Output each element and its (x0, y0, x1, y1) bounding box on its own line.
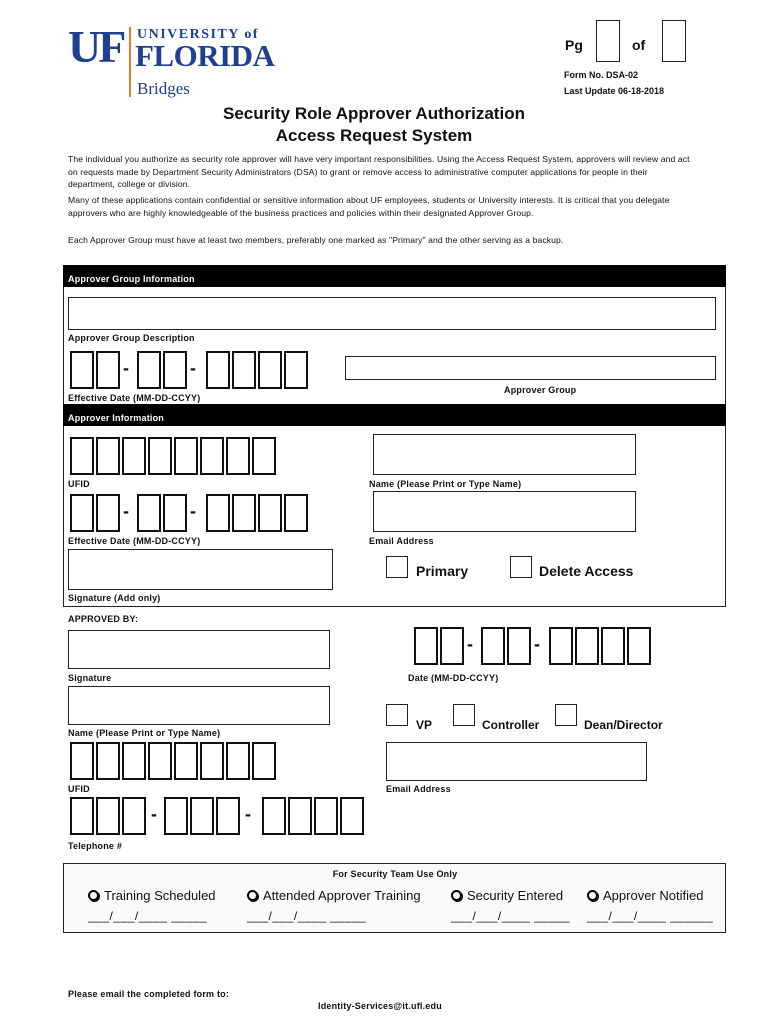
approved-email-input[interactable] (386, 742, 647, 781)
approver-ufid-label: UFID (68, 479, 90, 489)
security-team-heading: For Security Team Use Only (332, 869, 458, 879)
logo-uf: UF (68, 21, 124, 72)
approver-email-input[interactable] (373, 491, 636, 532)
approver-name-label: Name (Please Print or Type Name) (369, 479, 522, 489)
approver-name-input[interactable] (373, 434, 636, 475)
vp-checkbox[interactable] (386, 704, 408, 726)
email-prompt: Please email the completed form to: (68, 989, 230, 999)
approver-group-description-input[interactable] (68, 297, 716, 330)
security-entered-option[interactable]: Security Entered (451, 888, 563, 903)
approver-email-label: Email Address (369, 536, 434, 546)
approved-ufid-label: UFID (68, 784, 90, 794)
controller-label: Controller (482, 718, 540, 732)
logo-bridges: Bridges (137, 79, 190, 98)
page-number-box[interactable] (596, 20, 620, 62)
pg-label: Pg (565, 37, 583, 53)
delete-access-label: Delete Access (539, 563, 634, 579)
approver-group-label: Approver Group (504, 385, 577, 395)
approved-signature-label: Signature (68, 673, 112, 683)
logo-university-of: UNIVERSITY of (137, 27, 260, 42)
approver-notified-blank[interactable]: ___/___/____ ______ (587, 909, 714, 923)
primary-label: Primary (416, 563, 469, 579)
delete-access-checkbox[interactable] (510, 556, 532, 578)
dean-director-checkbox[interactable] (555, 704, 577, 726)
radio-icon (451, 890, 462, 901)
logo-florida: FLORIDA (135, 38, 275, 73)
attended-training-option[interactable]: Attended Approver Training (247, 888, 421, 903)
group-section-header: Approver Group Information (63, 265, 726, 287)
training-scheduled-blank[interactable]: ___/___/____ _____ (88, 909, 208, 923)
approver-notified-option[interactable]: Approver Notified (587, 888, 703, 903)
approver-group-description-label: Approver Group Description (68, 333, 195, 343)
intro-paragraph-1: The individual you authorize as security role approver will have very important responsibilities. Using the Access Request System, approvers will review and act on requests made by Department Security Administrators (DSA) to grant or remove access to administrative computer applications for people in their department, college or division. (68, 154, 690, 189)
primary-checkbox[interactable] (386, 556, 408, 578)
approver-signature-label: Signature (Add only) (68, 593, 161, 603)
page-total-box[interactable] (662, 20, 686, 62)
submission-email[interactable]: Identity-Services@it.ufl.edu (318, 1001, 442, 1011)
radio-icon (88, 890, 99, 901)
page-title-line1: Security Role Approver Authorization (223, 104, 525, 123)
approved-email-label: Email Address (386, 784, 451, 794)
intro-paragraph-2: Many of these applications contain confidential or sensitive information about UF employees, students or University interests. It is critical that you delegate approvers who are highly knowledgeable of the business practices and policies within their designated Approver Group. (68, 195, 670, 218)
dean-director-label: Dean/Director (584, 718, 663, 732)
approver-group-input[interactable] (345, 356, 716, 380)
approved-by-heading: APPROVED BY: (68, 614, 139, 624)
approved-name-input[interactable] (68, 686, 330, 725)
approved-name-label: Name (Please Print or Type Name) (68, 728, 221, 738)
security-entered-blank[interactable]: ___/___/____ _____ (451, 909, 571, 923)
form-number: Form No. DSA-02 (564, 70, 639, 80)
radio-icon (247, 890, 258, 901)
vp-label: VP (416, 718, 433, 732)
approver-effective-date-label: Effective Date (MM-DD-CCYY) (68, 536, 201, 546)
of-label: of (632, 37, 646, 53)
approver-section-header: Approver Information (63, 404, 726, 426)
training-scheduled-option[interactable]: Training Scheduled (88, 888, 216, 903)
last-update: Last Update 06-18-2018 (564, 86, 665, 96)
page-title-line2: Access Request System (275, 126, 473, 145)
logo-divider (129, 27, 131, 97)
approved-date-label: Date (MM-DD-CCYY) (408, 673, 499, 683)
approver-signature-field[interactable] (68, 630, 330, 669)
controller-checkbox[interactable] (453, 704, 475, 726)
approver-signature-input[interactable] (68, 549, 333, 590)
group-effective-date-label: Effective Date (MM-DD-CCYY) (68, 393, 201, 403)
attended-training-blank[interactable]: ___/___/____ _____ (247, 909, 367, 923)
telephone-label: Telephone # (68, 841, 123, 851)
radio-icon (587, 890, 598, 901)
intro-paragraph-3: Each Approver Group must have at least two members, preferably one marked as "Primary" and the other serving as a backup. (68, 235, 564, 245)
